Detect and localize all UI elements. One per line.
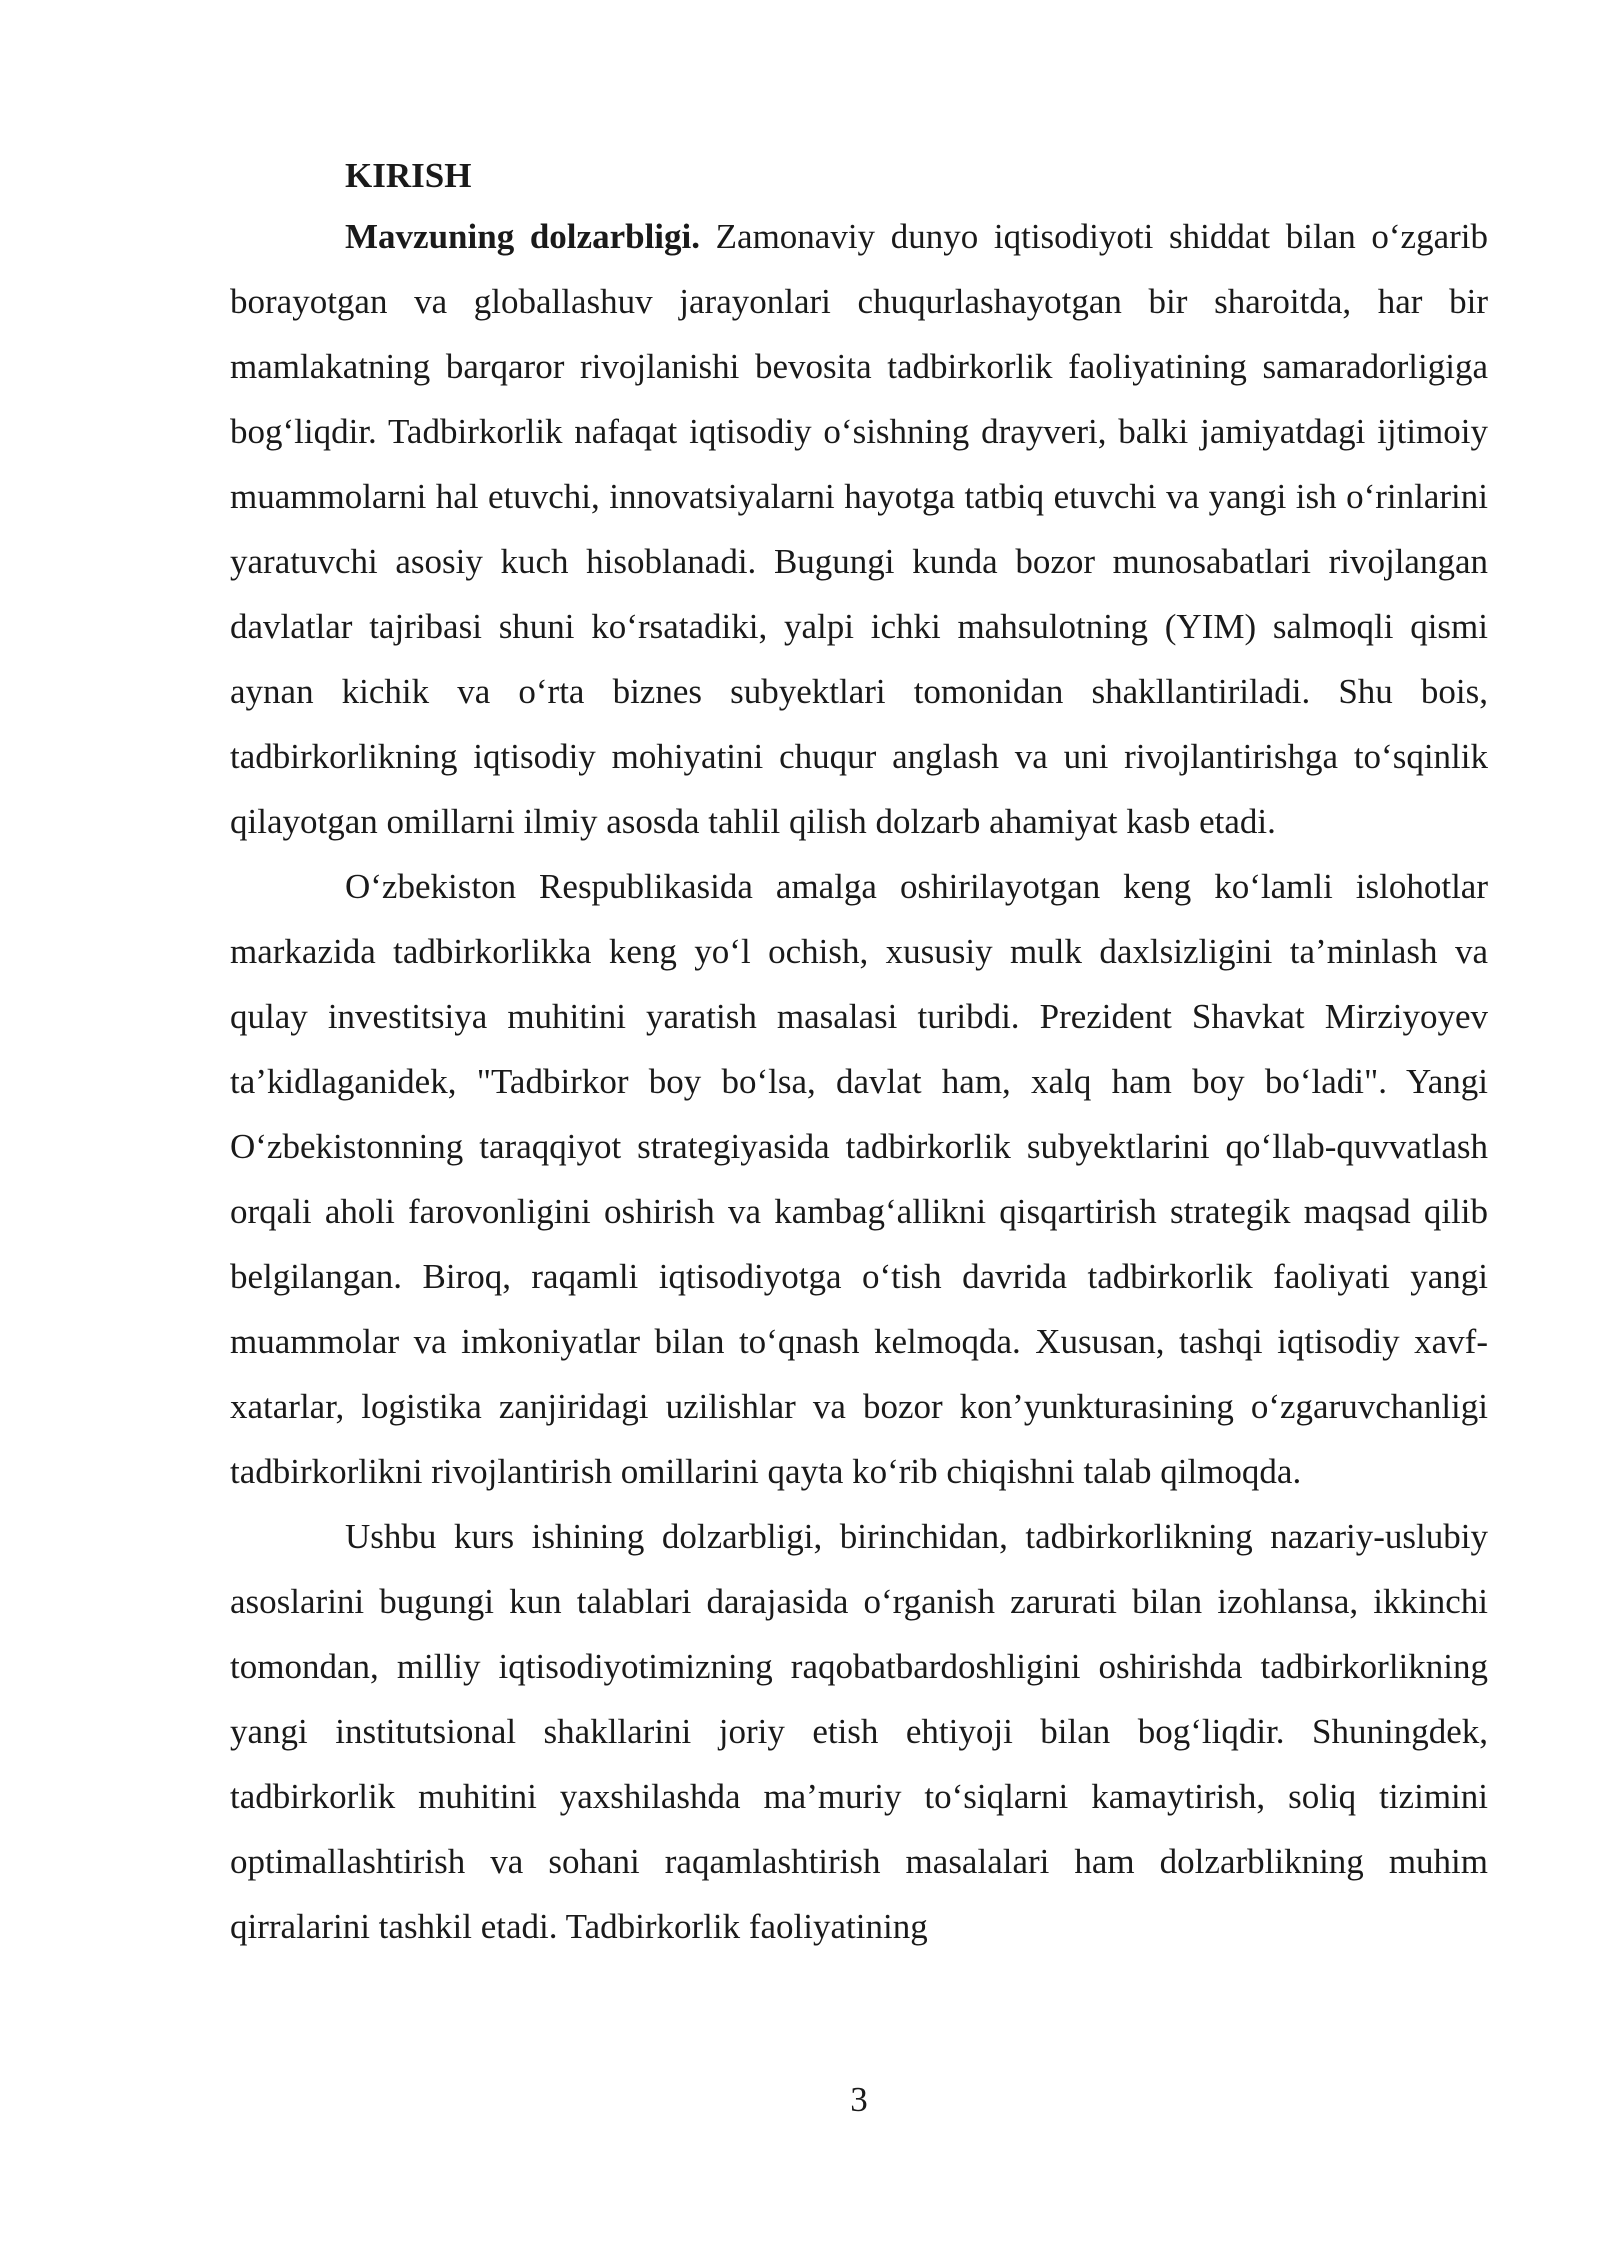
paragraph-3: Ushbu kurs ishining dolzarbligi, birinchidan, tadbirkorlikning nazariy-uslubiy asoslarini bugungi kun talablari darajasida o‘rganish zarurati bilan izohlansa, ikkinchi tomondan, milliy iqtisodiyotimizning raqobatbardoshligini oshirishda tadbirkorlikning yangi institutsional shakllarini joriy etish ehtiyoji bilan bog‘liqdir. Shuningdek, tadbirkorlik muhitini yaxshilashda ma’muriy to‘siqlarni kamaytirish, soliq tizimini optimallashtirish va sohani raqamlashtirish masalalari ham dolzarblikning muhim qirralarini tashkil etadi. Tadbirkorlik faoliyatining — [230, 1517, 1488, 1946]
paragraph-1-text: Zamonaviy dunyo iqtisodiyoti shiddat bilan o‘zgarib borayotgan va globallashuv jarayonlari chuqurlashayotgan bir sharoitda, har bir mamlakatning barqaror rivojlanishi bevosita tadbirkorlik faoliyatining samaradorligiga bog‘liqdir. Tadbirkorlik nafaqat iqtisodiy o‘sishning drayveri, balki jamiyatdagi ijtimoiy muammolarni hal etuvchi, innovatsiyalarni hayotga tatbiq etuvchi va yangi ish o‘rinlarini yaratuvchi asosiy kuch hisoblanadi. Bugungi kunda bozor munosabatlari rivojlangan davlatlar tajribasi shuni ko‘rsatadiki, yalpi ichki mahsulotning (YIM) salmoqli qismi aynan kichik va o‘rta biznes subyektlari tomonidan shakllantiriladi. Shu bois, tadbirkorlikning iqtisodiy mohiyatini chuqur anglash va uni rivojlantirishga to‘sqinlik qilayotgan omillarni ilmiy asosda tahlil qilish dolzarb ahamiyat kasb etadi. — [230, 217, 1488, 841]
document-body — [230, 148, 1488, 1959]
paragraph-1 — [230, 204, 1488, 854]
section-heading: KIRISH — [345, 156, 472, 195]
paragraph-1-lead: Mavzuning dolzarbligi. — [345, 217, 700, 256]
page-number: 3 — [850, 2080, 868, 2119]
paragraph-2: O‘zbekiston Respublikasida amalga oshirilayotgan keng ko‘lamli islohotlar markazida tadbirkorlikka keng yo‘l ochish, xususiy mulk daxlsizligini ta’minlash va qulay investitsiya muhitini yaratish masalasi turibdi. Prezident Shavkat Mirziyoyev ta’kidlaganidek, "Tadbirkor boy bo‘lsa, davlat ham, xalq ham boy bo‘ladi". Yangi O‘zbekistonning taraqqiyot strategiyasida tadbirkorlik subyektlarini qo‘llab-quvvatlash orqali aholi farovonligini oshirish va kambag‘allikni qisqartirish strategik maqsad qilib belgilangan. Biroq, raqamli iqtisodiyotga o‘tish davrida tadbirkorlik faoliyati yangi muammolar va imkoniyatlar bilan to‘qnash kelmoqda. Xususan, tashqi iqtisodiy xavf-xatarlar, logistika zanjiridagi uzilishlar va bozor kon’yunkturasining o‘zgaruvchanligi tadbirkorlikni rivojlantirish omillarini qayta ko‘rib chiqishni talab qilmoqda. — [230, 867, 1488, 1491]
